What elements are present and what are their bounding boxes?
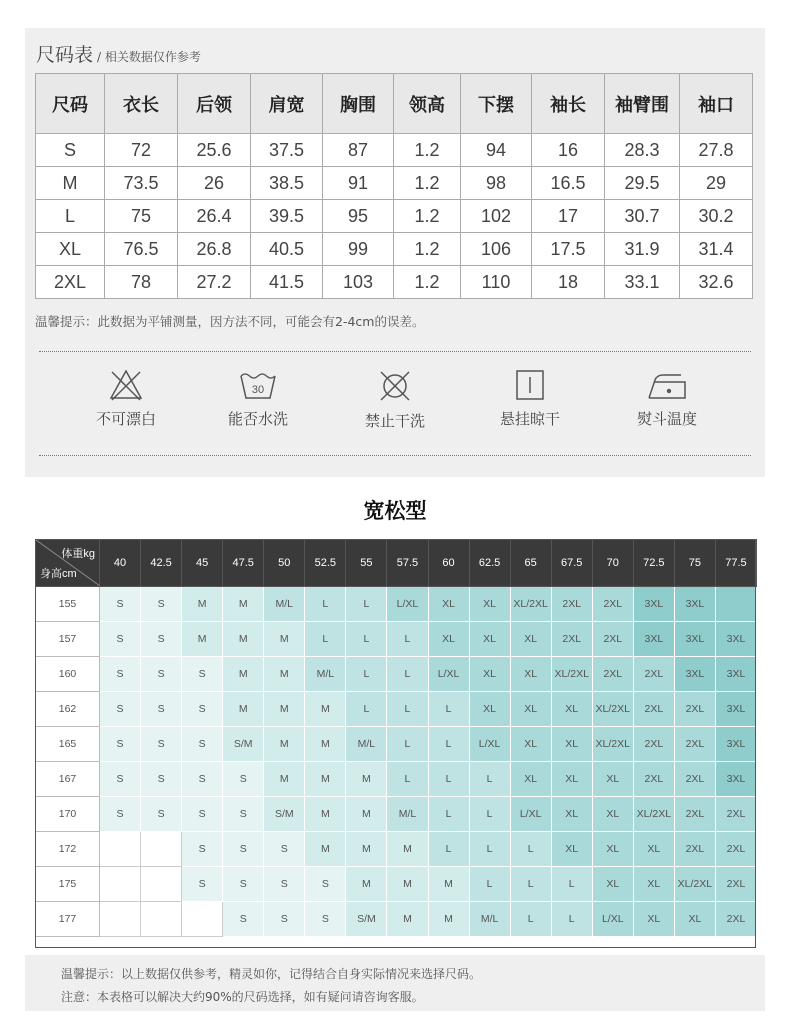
size-cell: 91 [323,167,394,200]
fit-size-cell: XL [633,902,674,937]
fit-size-cell: S [141,622,182,657]
size-cell: 1.2 [394,167,461,200]
size-cell: 30.7 [605,200,680,233]
footer-note: 注意：本表格可以解决大约90%的尺码选择，如有疑问请咨询客服。 [61,990,424,1004]
size-row [36,233,753,266]
fit-size-cell: L/XL [387,587,428,622]
fit-size-cell [715,587,756,622]
fit-size-cell: 2XL [674,762,715,797]
fit-size-cell: L [346,622,387,657]
fit-size-cell: L [387,657,428,692]
size-cell: 78 [105,266,178,299]
fit-size-cell: S [100,762,141,797]
fit-size-cell: S/M [223,727,264,762]
size-cell: 72 [105,134,178,167]
size-cell: 106 [461,233,532,266]
fit-size-cell: 2XL [674,692,715,727]
fit-size-cell: 2XL [592,657,633,692]
fit-size-cell: XL [551,832,592,867]
fit-size-cell: L [428,692,469,727]
size-chart-title [36,40,201,67]
size-cell: 39.5 [251,200,323,233]
size-cell: 87 [323,134,394,167]
fit-size-grid [35,539,757,937]
weight-header-row [36,540,757,587]
height-cell: 165 [36,727,100,762]
fit-size-cell: S [141,587,182,622]
fit-size-cell: 2XL [715,867,756,902]
weight-header-cell: 70 [592,540,633,587]
size-cell: S [36,134,105,167]
fit-size-cell: S [264,832,305,867]
size-cell: 31.9 [605,233,680,266]
wash-30-icon [238,368,278,402]
fit-size-cell: M [428,867,469,902]
fit-size-cell: XL [510,762,551,797]
fit-size-cell: 2XL [592,587,633,622]
size-cell: 27.8 [680,134,753,167]
hang-dry-icon [512,368,548,402]
fit-size-cell: L [551,867,592,902]
fit-size-cell: S [223,902,264,937]
fit-size-cell: L/XL [510,797,551,832]
fit-size-cell: 2XL [633,762,674,797]
fit-size-cell: L [428,832,469,867]
fit-row [36,832,757,867]
weight-header-cell: 55 [346,540,387,587]
fit-size-cell: M [346,832,387,867]
fit-size-cell: L [469,867,510,902]
fit-size-cell: M [223,657,264,692]
size-table [35,73,753,299]
fit-size-cell: 3XL [715,657,756,692]
fit-size-cell: 2XL [674,832,715,867]
size-cell: 28.3 [605,134,680,167]
size-header-cell: 下摆 [461,74,532,134]
size-header-cell: 后领 [178,74,251,134]
height-cell: 170 [36,797,100,832]
fit-size-cell: 3XL [674,622,715,657]
size-cell: 29.5 [605,167,680,200]
height-cell: 157 [36,622,100,657]
fit-size-cell: 2XL [633,727,674,762]
size-chart-panel [25,28,765,477]
size-header-cell: 领高 [394,74,461,134]
size-cell: 17 [532,200,605,233]
height-cell: 172 [36,832,100,867]
size-cell: XL [36,233,105,266]
size-chart-subtitle: / 相关数据仅作参考 [97,50,201,64]
fit-size-cell: M/L [305,657,346,692]
fit-size-cell: 2XL [674,797,715,832]
size-cell: 1.2 [394,200,461,233]
fit-size-cell: L/XL [469,727,510,762]
fit-row [36,902,757,937]
fit-size-cell: M [223,587,264,622]
fit-size-cell: XL [551,727,592,762]
fit-size-cell: XL [592,797,633,832]
size-cell: 26.4 [178,200,251,233]
fit-size-cell: L [510,902,551,937]
fit-size-cell: 2XL [551,587,592,622]
weight-header-cell: 67.5 [551,540,592,587]
fit-size-cell [182,902,223,937]
fit-size-cell: S [264,867,305,902]
fit-size-cell: M/L [387,797,428,832]
size-cell: 102 [461,200,532,233]
fit-size-cell: L [469,832,510,867]
fit-size-cell: M [305,832,346,867]
fit-size-cell: XL [633,867,674,902]
fit-row [36,762,757,797]
fit-size-cell: 2XL [633,692,674,727]
fit-size-cell: L [346,657,387,692]
fit-size-cell: XL [551,692,592,727]
fit-row [36,797,757,832]
fit-size-cell: S [100,587,141,622]
height-cell: 162 [36,692,100,727]
fit-size-cell: 3XL [715,692,756,727]
footer-notes [25,955,765,1011]
fit-size-cell: L [387,622,428,657]
divider-bottom [39,455,751,456]
fit-size-cell: 3XL [633,587,674,622]
fit-size-cell: 2XL [715,797,756,832]
size-cell: 33.1 [605,266,680,299]
care-hang-dry [465,368,595,429]
size-row [36,167,753,200]
size-cell: 27.2 [178,266,251,299]
fit-size-cell: S [223,832,264,867]
fit-row [36,622,757,657]
size-header-cell: 袖臂围 [605,74,680,134]
care-label: 悬挂晾干 [499,410,560,428]
size-header-cell: 肩宽 [251,74,323,134]
weight-header-cell: 50 [264,540,305,587]
fit-size-cell: L/XL [428,657,469,692]
fit-size-cell: S/M [264,797,305,832]
fit-size-cell: S [100,727,141,762]
fit-size-cell: S [141,692,182,727]
fit-size-cell: S [264,902,305,937]
weight-header-cell: 62.5 [469,540,510,587]
fit-size-cell: XL [633,832,674,867]
size-cell: 18 [532,266,605,299]
weight-header-cell: 57.5 [387,540,428,587]
fit-size-cell: XL [510,622,551,657]
fit-size-cell: 3XL [715,762,756,797]
size-cell: 26 [178,167,251,200]
fit-size-cell: S [141,657,182,692]
fit-size-cell: XL [428,587,469,622]
weight-axis-label: 体重kg [61,548,95,560]
fit-size-cell: S [182,657,223,692]
size-cell: 16 [532,134,605,167]
fit-size-cell: XL/2XL [674,867,715,902]
fit-size-cell: L [510,867,551,902]
fit-size-cell: 2XL [674,727,715,762]
fit-title: 宽松型 [363,499,427,523]
fit-size-cell: S [182,797,223,832]
fit-size-cell: L [428,762,469,797]
fit-size-cell: XL/2XL [633,797,674,832]
fit-size-cell: M/L [264,587,305,622]
fit-size-cell: 2XL [633,657,674,692]
size-cell: 32.6 [680,266,753,299]
fit-size-cell: XL [592,867,633,902]
size-cell: 99 [323,233,394,266]
fit-size-cell [100,867,141,902]
fit-size-cell: XL/2XL [510,587,551,622]
fit-size-cell: M [428,902,469,937]
size-cell: 38.5 [251,167,323,200]
size-header-cell: 胸围 [323,74,394,134]
weight-header-cell: 42.5 [141,540,182,587]
fit-size-cell: 2XL [592,622,633,657]
weight-header-cell: 65 [510,540,551,587]
height-cell: 175 [36,867,100,902]
fit-size-cell: S [182,692,223,727]
fit-size-cell: M [182,622,223,657]
fit-size-cell: 2XL [715,902,756,937]
size-cell: 98 [461,167,532,200]
fit-size-cell: 3XL [715,727,756,762]
fit-size-cell: M/L [346,727,387,762]
fit-size-cell: S [141,797,182,832]
fit-size-cell: S [141,727,182,762]
size-cell: 1.2 [394,266,461,299]
fit-size-cell: L [469,797,510,832]
weight-header-cell: 40 [100,540,141,587]
fit-size-cell: S/M [346,902,387,937]
fit-size-cell: XL/2XL [592,727,633,762]
size-header-cell: 衣长 [105,74,178,134]
fit-size-cell: XL [592,832,633,867]
size-cell: 103 [323,266,394,299]
fit-size-cell: S [182,762,223,797]
fit-size-cell: S [100,692,141,727]
fit-row [36,657,757,692]
fit-size-cell: 3XL [674,587,715,622]
size-cell: 2XL [36,266,105,299]
fit-size-cell: M [264,762,305,797]
size-row [36,134,753,167]
fit-size-cell: XL [674,902,715,937]
fit-size-cell: L [387,692,428,727]
measurement-tip: 温馨提示：此数据为平铺测量，因方法不同，可能会有2-4cm的误差。 [35,314,425,329]
no-dry-clean-icon [377,368,413,404]
care-no-dry-clean [330,368,460,431]
fit-size-cell: L [428,797,469,832]
fit-size-cell: M [387,867,428,902]
size-cell: 16.5 [532,167,605,200]
size-cell: 40.5 [251,233,323,266]
fit-size-cell [141,867,182,902]
care-no-bleach [61,368,191,429]
care-label: 能否水洗 [227,410,288,428]
size-cell: M [36,167,105,200]
fit-size-cell: 2XL [715,832,756,867]
size-cell: 95 [323,200,394,233]
fit-size-cell: M [346,762,387,797]
fit-size-cell: 3XL [715,622,756,657]
size-row [36,200,753,233]
fit-size-cell: M [305,797,346,832]
size-header-cell: 袖长 [532,74,605,134]
size-cell: 25.6 [178,134,251,167]
size-cell: 30.2 [680,200,753,233]
weight-header-cell: 72.5 [633,540,674,587]
weight-header-cell: 75 [674,540,715,587]
fit-size-cell: M [264,727,305,762]
svg-text:30: 30 [251,384,265,396]
fit-size-cell: M [223,622,264,657]
weight-header-cell: 47.5 [223,540,264,587]
size-cell: L [36,200,105,233]
fit-size-cell: L [469,762,510,797]
fit-size-cell: XL [469,622,510,657]
height-cell: 160 [36,657,100,692]
size-chart-title-text: 尺码表 [36,44,94,66]
size-cell: 73.5 [105,167,178,200]
fit-size-cell: M [305,762,346,797]
fit-size-cell: 2XL [551,622,592,657]
fit-size-cell: L [346,587,387,622]
weight-header-cell: 45 [182,540,223,587]
care-iron [602,368,732,429]
fit-size-cell: M [264,692,305,727]
fit-size-cell: S [223,867,264,902]
weight-header-cell: 77.5 [715,540,756,587]
fit-size-cell: L [387,727,428,762]
iron-icon [645,368,689,402]
fit-size-cell: XL [510,692,551,727]
size-cell: 37.5 [251,134,323,167]
care-label: 禁止干洗 [364,412,425,430]
fit-size-cell: L [428,727,469,762]
fit-size-cell: M/L [469,902,510,937]
fit-size-cell: XL/2XL [592,692,633,727]
fit-size-cell: XL [510,657,551,692]
height-axis-label: 身高cm [40,568,77,580]
fit-size-cell: S [305,867,346,902]
fit-size-cell: S [305,902,346,937]
fit-size-cell: 3XL [674,657,715,692]
fit-size-cell: S [141,762,182,797]
fit-size-cell [141,832,182,867]
fit-size-cell: M [264,622,305,657]
fit-row [36,692,757,727]
fit-size-cell: L [551,902,592,937]
fit-size-cell: L [387,762,428,797]
fit-size-cell: XL/2XL [551,657,592,692]
fit-size-cell: M [305,692,346,727]
fit-size-cell: XL [469,657,510,692]
fit-size-cell: S [223,762,264,797]
fit-size-cell: S [182,832,223,867]
height-cell: 177 [36,902,100,937]
fit-size-cell: XL [551,762,592,797]
no-bleach-icon [108,368,144,402]
fit-size-cell: XL [428,622,469,657]
size-cell: 41.5 [251,266,323,299]
fit-size-cell: S [182,867,223,902]
size-cell: 94 [461,134,532,167]
fit-size-cell: XL [469,587,510,622]
care-label: 熨斗温度 [636,410,697,428]
weight-header-cell: 60 [428,540,469,587]
fit-size-cell: M [387,902,428,937]
size-cell: 1.2 [394,134,461,167]
size-cell: 75 [105,200,178,233]
fit-size-cell: M [387,832,428,867]
size-row [36,266,753,299]
fit-size-cell: M [223,692,264,727]
fit-size-cell: S [100,657,141,692]
height-cell: 167 [36,762,100,797]
size-cell: 76.5 [105,233,178,266]
fit-size-cell: L [510,832,551,867]
fit-row [36,587,757,622]
fit-size-cell: XL [592,762,633,797]
fit-size-cell: XL [469,692,510,727]
fit-row [36,867,757,902]
fit-size-cell: 3XL [633,622,674,657]
size-cell: 110 [461,266,532,299]
fit-row [36,727,757,762]
fit-size-cell [100,832,141,867]
fit-size-cell: L [346,692,387,727]
fit-size-cell: XL [551,797,592,832]
weight-header-cell: 52.5 [305,540,346,587]
divider-top [39,351,751,352]
fit-size-cell: L/XL [592,902,633,937]
corner-cell [36,540,100,587]
fit-size-cell: M [264,657,305,692]
size-header-cell: 尺码 [36,74,105,134]
footer-tip: 温馨提示：以上数据仅供参考，精灵如你，记得结合自身实际情况来选择尺码。 [61,967,482,981]
size-cell: 17.5 [532,233,605,266]
size-cell: 29 [680,167,753,200]
fit-size-cell: XL [510,727,551,762]
fit-size-cell: L [305,587,346,622]
fit-size-cell: M [305,727,346,762]
size-cell: 26.8 [178,233,251,266]
fit-size-cell: M [182,587,223,622]
height-cell: 155 [36,587,100,622]
fit-size-cell: S [100,797,141,832]
fit-size-cell [141,902,182,937]
fit-size-cell: S [223,797,264,832]
fit-size-cell: L [305,622,346,657]
fit-size-cell: S [182,727,223,762]
fit-size-cell: M [346,867,387,902]
fit-size-cell: M [346,797,387,832]
size-cell: 31.4 [680,233,753,266]
fit-size-cell [100,902,141,937]
care-wash [193,368,323,429]
fit-size-cell: S [100,622,141,657]
size-header-cell: 袖口 [680,74,753,134]
care-label: 不可漂白 [95,410,156,428]
size-cell: 1.2 [394,233,461,266]
